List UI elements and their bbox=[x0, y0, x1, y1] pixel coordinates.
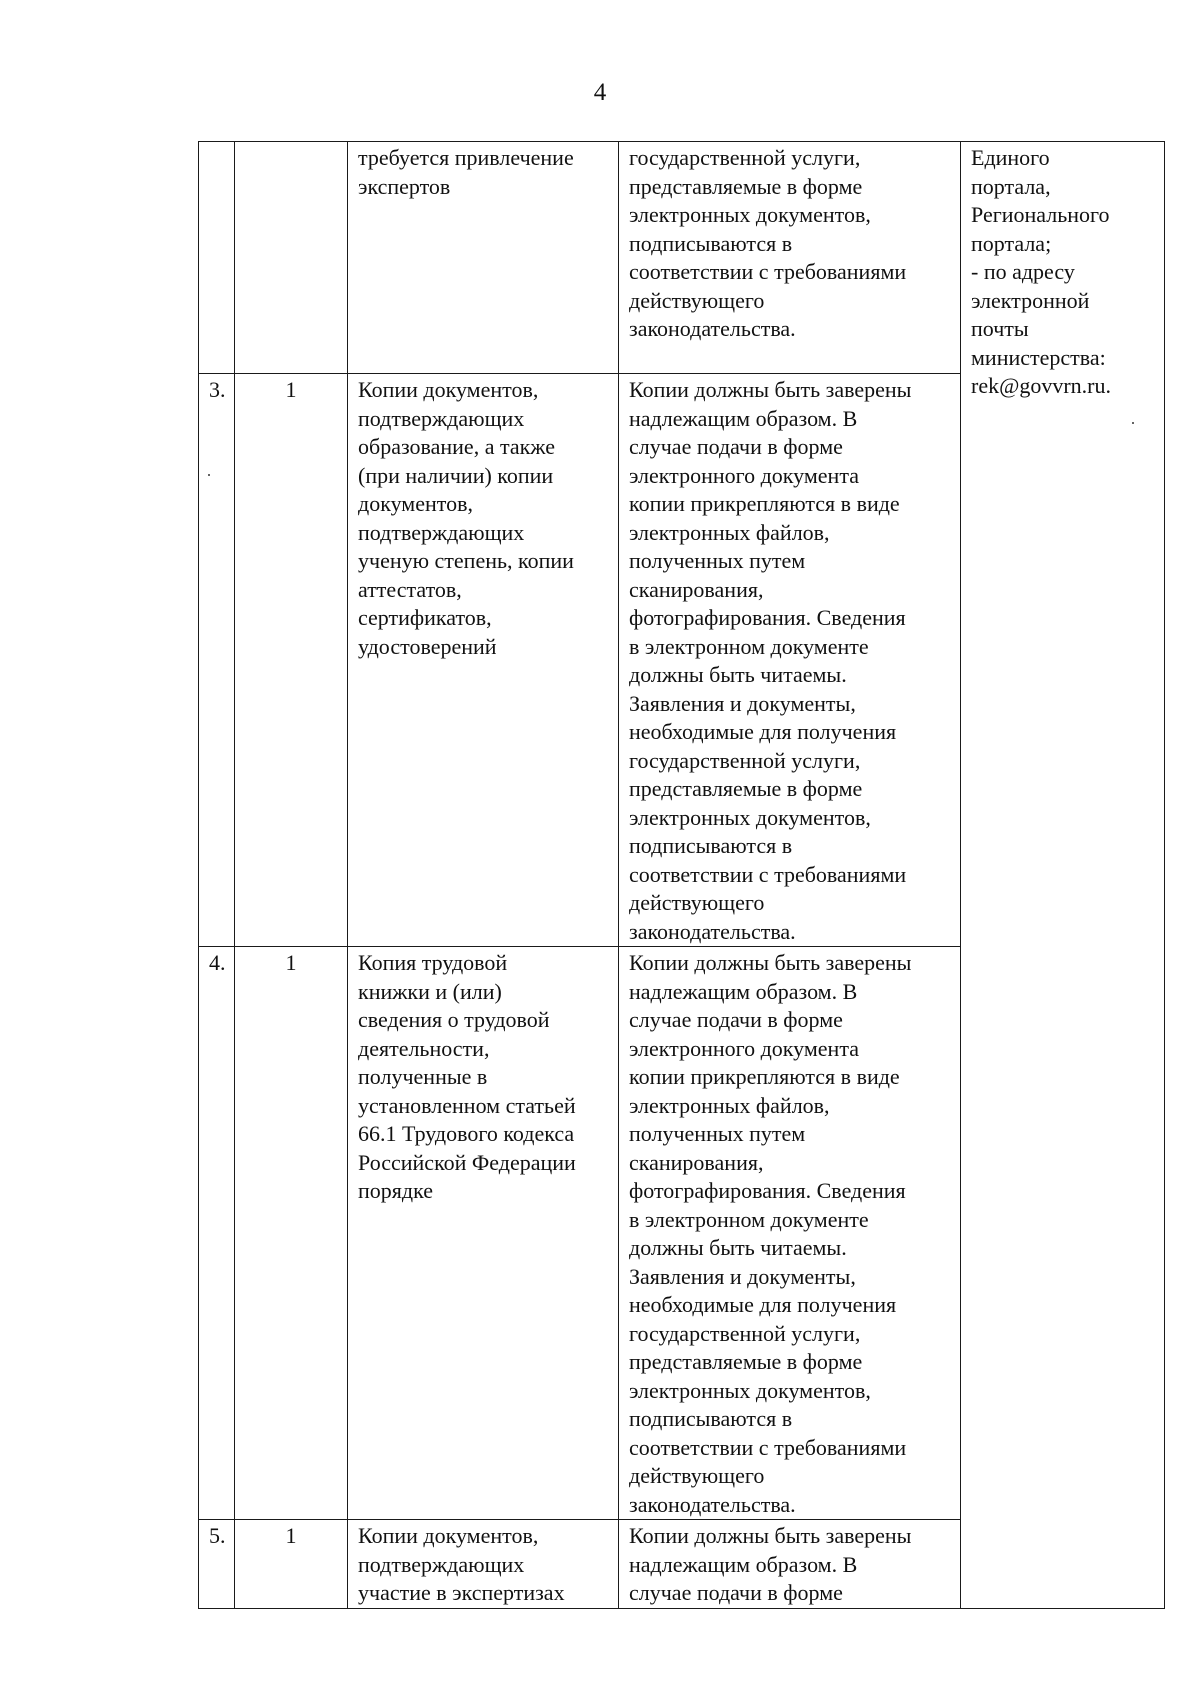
text-line: в электронном документе bbox=[629, 1206, 869, 1232]
text-line: документов, bbox=[358, 491, 473, 516]
text-line: электронных документов, bbox=[629, 1377, 871, 1403]
document-name-cell bbox=[348, 947, 619, 1520]
row-number-cell: 4. bbox=[199, 947, 235, 1520]
text-line: подписываются в bbox=[629, 230, 793, 256]
text-line: Заявления и документы, bbox=[629, 690, 856, 716]
scan-speck bbox=[208, 474, 210, 476]
text-line: надлежащим образом. В bbox=[629, 1551, 858, 1577]
text-line: Копии документов, bbox=[358, 1523, 539, 1548]
text-line: порядке bbox=[358, 1178, 433, 1203]
text-line: в электронном документе bbox=[629, 633, 869, 659]
text-line: представляемые в форме bbox=[629, 173, 863, 199]
text-line: подтверждающих bbox=[358, 405, 525, 431]
text-line: Копия трудовой bbox=[358, 950, 508, 975]
text-line: сведения о трудовой bbox=[358, 1007, 550, 1032]
text-line: копии прикрепляются в виде bbox=[629, 1064, 900, 1089]
requirements-cell bbox=[619, 142, 961, 374]
text-line: государственной услуги, bbox=[629, 747, 861, 773]
text-line: полученных путем bbox=[629, 1121, 806, 1146]
requirements-cell bbox=[619, 374, 961, 947]
text-line: законодательства. bbox=[629, 316, 796, 341]
text-line: портала, bbox=[971, 173, 1051, 199]
text-line: Единого bbox=[971, 145, 1050, 170]
text-line: должны быть читаемы. bbox=[629, 662, 847, 687]
text-line: электронных документов, bbox=[629, 202, 871, 227]
text-line: копии прикрепляются в виде bbox=[629, 491, 900, 516]
text-line: электронных документов, bbox=[629, 804, 871, 830]
document-name-cell bbox=[348, 374, 619, 947]
quantity-cell: 1 bbox=[235, 1520, 348, 1609]
text-line: случае подачи в форме bbox=[629, 434, 843, 459]
scan-speck bbox=[1132, 422, 1134, 424]
text-line: 66.1 Трудового кодекса bbox=[358, 1121, 575, 1146]
text-line: образование, а также bbox=[358, 434, 555, 459]
text-line: действующего bbox=[629, 1463, 765, 1488]
text-line: (при наличии) копии bbox=[358, 462, 554, 488]
text-line: действующего bbox=[629, 890, 765, 915]
text-line: rek@govvrn.ru. bbox=[971, 373, 1112, 398]
quantity-cell: 1 bbox=[235, 947, 348, 1520]
text-line: сканирования, bbox=[629, 1149, 764, 1175]
text-line: случае подачи в форме bbox=[629, 1007, 843, 1032]
document-name-cell bbox=[348, 142, 619, 374]
row-number-cell bbox=[199, 142, 235, 374]
text-line: электронного документа bbox=[629, 1035, 859, 1061]
text-line: соответствии с требованиями bbox=[629, 861, 907, 887]
text-line: законодательства. bbox=[629, 918, 796, 944]
text-line: удостоверений bbox=[358, 633, 497, 659]
text-line: Российской Федерации bbox=[358, 1149, 576, 1175]
text-line: электронной bbox=[971, 287, 1090, 313]
text-line: экспертов bbox=[358, 173, 451, 199]
text-line: почты bbox=[971, 316, 1029, 341]
text-line: подписываются в bbox=[629, 1406, 793, 1431]
text-line: портала; bbox=[971, 230, 1052, 256]
text-line: подтверждающих bbox=[358, 1551, 525, 1577]
requirements-cell bbox=[619, 947, 961, 1520]
text-line: полученные в bbox=[358, 1064, 488, 1089]
text-line: ученую степень, копии bbox=[358, 548, 574, 573]
text-line: участие в экспертизах bbox=[358, 1580, 565, 1605]
text-line: полученных путем bbox=[629, 548, 806, 573]
text-line: представляемые в форме bbox=[629, 776, 863, 801]
row-number-cell: 5. bbox=[199, 1520, 235, 1609]
text-line: требуется привлечение bbox=[358, 145, 574, 170]
text-line: сертификатов, bbox=[358, 605, 492, 630]
requirements-cell bbox=[619, 1520, 961, 1609]
text-line: деятельности, bbox=[358, 1035, 490, 1061]
page-number: 4 bbox=[593, 79, 607, 106]
text-line: Заявления и документы, bbox=[629, 1263, 856, 1289]
text-line: электронных файлов, bbox=[629, 1092, 830, 1118]
text-line: соответствии с требованиями bbox=[629, 1434, 907, 1460]
text-line: Копии документов, bbox=[358, 377, 539, 402]
text-line: необходимые для получения bbox=[629, 719, 897, 744]
text-line: необходимые для получения bbox=[629, 1292, 897, 1317]
text-line: - по адресу bbox=[971, 259, 1075, 284]
quantity-cell: 1 bbox=[235, 374, 348, 947]
text-line: фотографирования. Сведения bbox=[629, 1178, 906, 1203]
documents-table bbox=[198, 141, 1165, 1609]
text-line: действующего bbox=[629, 287, 765, 313]
text-line: министерства: bbox=[971, 344, 1106, 370]
text-line: Копии должны быть заверены bbox=[629, 950, 912, 975]
text-line: должны быть читаемы. bbox=[629, 1235, 847, 1260]
text-line: книжки и (или) bbox=[358, 978, 502, 1004]
text-line: электронного документа bbox=[629, 462, 859, 488]
text-line: фотографирования. Сведения bbox=[629, 605, 906, 630]
text-line: государственной услуги, bbox=[629, 1320, 861, 1346]
text-line: Копии должны быть заверены bbox=[629, 377, 912, 402]
text-line: Копии должны быть заверены bbox=[629, 1523, 912, 1548]
text-line: подписываются в bbox=[629, 833, 793, 858]
text-line: установленном статьей bbox=[358, 1092, 576, 1118]
text-line: аттестатов, bbox=[358, 576, 462, 602]
text-line: Регионального bbox=[971, 202, 1110, 227]
text-line: подтверждающих bbox=[358, 519, 525, 545]
row-number-cell: 3. bbox=[199, 374, 235, 947]
text-line: электронных файлов, bbox=[629, 519, 830, 545]
document-name-cell bbox=[348, 1520, 619, 1609]
quantity-cell bbox=[235, 142, 348, 374]
text-line: соответствии с требованиями bbox=[629, 259, 907, 284]
text-line: законодательства. bbox=[629, 1491, 796, 1517]
text-line: сканирования, bbox=[629, 576, 764, 602]
text-line: надлежащим образом. В bbox=[629, 978, 858, 1004]
text-line: случае подачи в форме bbox=[629, 1580, 843, 1605]
text-line: надлежащим образом. В bbox=[629, 405, 858, 431]
text-line: представляемые в форме bbox=[629, 1349, 863, 1374]
table-row bbox=[199, 142, 1165, 374]
submission-method-cell bbox=[961, 142, 1165, 1609]
text-line: государственной услуги, bbox=[629, 145, 861, 170]
